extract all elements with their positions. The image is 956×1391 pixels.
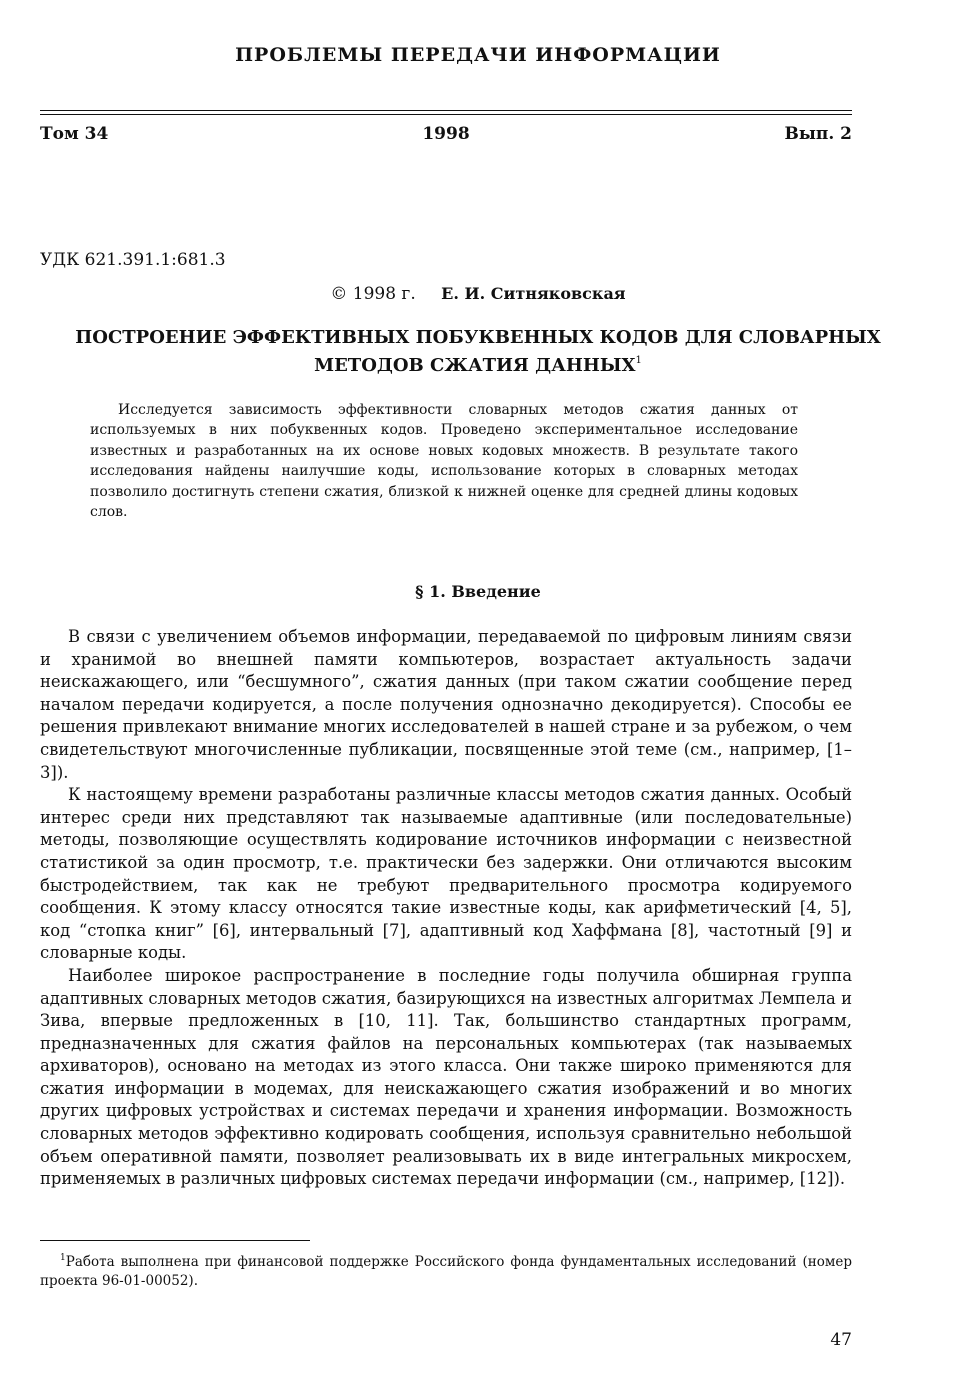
- abstract: Исследуется зависимость эффективности словарных методов сжатия данных от используемых в них побуквенных кодов. Проведено экспериментальное исследование известных и разработанных на их основе новых кодовых множеств. В результате такого исследования найдены наилучшие коды, использование которых в словарных методах позволило достигнуть степени сжатия, близкой к нижней оценке для средней длины кодовых слов.: [90, 402, 798, 521]
- page-number: 47: [830, 1330, 852, 1350]
- article-title-text: ПОСТРОЕНИЕ ЭФФЕКТИВНЫХ ПОБУКВЕННЫХ КОДОВ ДЛЯ СЛОВАРНЫХ МЕТОДОВ СЖАТИЯ ДАННЫХ: [75, 327, 881, 376]
- udc-code: УДК 621.391.1:681.3: [40, 250, 226, 270]
- header-rule-bottom: [40, 114, 852, 115]
- volume-label: Том 34: [40, 124, 109, 144]
- title-footnote-mark: 1: [635, 355, 642, 366]
- author-name: Е. И. Ситняковская: [441, 284, 626, 303]
- footnote: [40, 1249, 852, 1291]
- article-title: [60, 326, 896, 377]
- footnote-mark: 1: [60, 1253, 66, 1263]
- issue-info: [40, 124, 852, 148]
- year-label: 1998: [422, 124, 470, 144]
- footnote-text: Работа выполнена при финансовой поддержке Российского фонда фундаментальных исследований (номер проекта 96-01-00052).: [40, 1254, 852, 1289]
- header-rule-top: [40, 110, 852, 111]
- section-heading: § 1. Введение: [415, 582, 541, 601]
- author-line: [0, 284, 956, 304]
- journal-title: ПРОБЛЕМЫ ПЕРЕДАЧИ ИНФОРМАЦИИ: [235, 44, 721, 66]
- issue-label: Вып. 2: [784, 124, 852, 144]
- paragraph: Наиболее широкое распространение в последние годы получила обширная группа адаптивных словарных методов сжатия, базирующихся на известных алгоритмах Лемпела и Зива, впервые предложенных в [10, 11]. Так, большинство стандартных программ, предназначенных для сжатия файлов на персональных компьютерах (так называемых архиваторов), основано на методах из этого класса. Они также широко применяются для сжатия информации в модемах, для неискажающего сжатия изображений и во многих других цифровых устройствах и системах передачи и хранения информации. Возможность словарных методов эффективно кодировать сообщения, используя сравнительно небольшой объем оперативной памяти, позволяет реализовывать их в виде интегральных микросхем, применяемых в различных цифровых системах передачи информации (см., например, [12]).: [40, 965, 852, 1189]
- footnote-rule: [40, 1240, 310, 1241]
- paragraph: В связи с увеличением объемов информации, передаваемой по цифровым линиям связи и хранимой во внешней памяти компьютеров, возрастает актуальность задачи неискажающего, или “бесшумного”, сжатия данных (при таком сжатии сообщение перед началом передачи кодируется, а после получения однозначно декодируется). Способы ее решения привлекают внимание многих исследователей в нашей стране и за рубежом, о чем свидетельствуют многочисленные публикации, посвященные этой теме (см., например, [1–3]).: [40, 627, 852, 782]
- copyright-notice: © 1998 г.: [330, 284, 416, 304]
- paragraph: К настоящему времени разработаны различные классы методов сжатия данных. Особый интерес среди них представляют так называемые адаптивные (или последовательные) методы, позволяющие осуществлять кодирование источников информации с неизвестной статистикой за один просмотр, т.е. практически без задержки. Они отличаются высоким быстродействием, так как не требуют предварительного просмотра кодируемого сообщения. К этому классу относятся такие известные коды, как арифметический [4, 5], код “стопка книг” [6], интервальный [7], адаптивный код Хаффмана [8], частотный [9] и словарные коды.: [40, 785, 852, 963]
- body-text: [40, 626, 852, 1191]
